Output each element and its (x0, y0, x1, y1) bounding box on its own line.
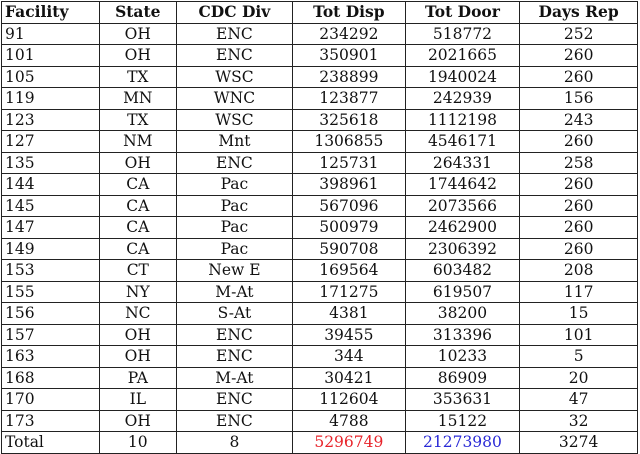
cell-tot-door: 619507 (405, 281, 520, 303)
cell-state: CA (99, 174, 176, 196)
cell-facility: 153 (2, 260, 100, 282)
cell-facility: 127 (2, 131, 100, 153)
cell-tot-disp: 238899 (293, 66, 406, 88)
cell-tot-disp: 567096 (293, 195, 406, 217)
cell-state: NC (99, 303, 176, 325)
cell-cdc-div: WSC (176, 66, 292, 88)
cell-tot-door: 2462900 (405, 217, 520, 239)
cell-days-rep: 101 (520, 324, 638, 346)
cell-tot-disp: 125731 (293, 152, 406, 174)
header-tot-door: Tot Door (405, 2, 520, 24)
cell-state: NY (99, 281, 176, 303)
cell-tot-door: 38200 (405, 303, 520, 325)
table-body (2, 23, 638, 432)
cell-cdc-div: Pac (176, 217, 292, 239)
cell-facility: 163 (2, 346, 100, 368)
table-row (2, 367, 638, 389)
cell-tot-door: 1940024 (405, 66, 520, 88)
table-row (2, 174, 638, 196)
table-row (2, 88, 638, 110)
header-state: State (99, 2, 176, 24)
cell-state: OH (99, 45, 176, 67)
cell-facility: 101 (2, 45, 100, 67)
cell-days-rep: 208 (520, 260, 638, 282)
cell-tot-disp: 398961 (293, 174, 406, 196)
cell-tot-door: 353631 (405, 389, 520, 411)
cell-tot-disp: 39455 (293, 324, 406, 346)
cell-state: OH (99, 346, 176, 368)
cell-facility: 119 (2, 88, 100, 110)
cell-tot-disp: 4381 (293, 303, 406, 325)
cell-tot-disp: 344 (293, 346, 406, 368)
table-row (2, 109, 638, 131)
cell-days-rep: 260 (520, 66, 638, 88)
cell-cdc-div: ENC (176, 23, 292, 45)
cell-days-rep: 260 (520, 45, 638, 67)
table-row (2, 346, 638, 368)
cell-state: OH (99, 23, 176, 45)
cell-days-rep: 260 (520, 131, 638, 153)
total-row (2, 432, 638, 454)
cell-cdc-div: Pac (176, 174, 292, 196)
cell-facility: 156 (2, 303, 100, 325)
cell-days-rep: 32 (520, 410, 638, 432)
cell-tot-door: 242939 (405, 88, 520, 110)
cell-tot-disp: 123877 (293, 88, 406, 110)
cell-days-rep: 117 (520, 281, 638, 303)
cell-state: OH (99, 152, 176, 174)
table-row (2, 45, 638, 67)
cell-cdc-div: M-At (176, 367, 292, 389)
cell-cdc-div: Pac (176, 195, 292, 217)
cell-facility: 144 (2, 174, 100, 196)
total-state-count: 10 (99, 432, 176, 454)
cell-state: NM (99, 131, 176, 153)
cell-state: CA (99, 217, 176, 239)
table-row (2, 23, 638, 45)
table-row (2, 217, 638, 239)
cell-cdc-div: ENC (176, 410, 292, 432)
cell-state: CA (99, 238, 176, 260)
total-cdc-div-count: 8 (176, 432, 292, 454)
cell-facility: 157 (2, 324, 100, 346)
table-row (2, 389, 638, 411)
cell-days-rep: 258 (520, 152, 638, 174)
cell-state: IL (99, 389, 176, 411)
table-row (2, 281, 638, 303)
cell-days-rep: 20 (520, 367, 638, 389)
cell-tot-door: 86909 (405, 367, 520, 389)
total-days-rep: 3274 (520, 432, 638, 454)
cell-days-rep: 15 (520, 303, 638, 325)
facility-table (1, 1, 638, 454)
cell-facility: 149 (2, 238, 100, 260)
table-row (2, 131, 638, 153)
table-row (2, 238, 638, 260)
cell-tot-disp: 169564 (293, 260, 406, 282)
cell-state: PA (99, 367, 176, 389)
cell-tot-disp: 590708 (293, 238, 406, 260)
cell-tot-disp: 171275 (293, 281, 406, 303)
cell-state: OH (99, 410, 176, 432)
cell-tot-door: 518772 (405, 23, 520, 45)
table-row (2, 324, 638, 346)
cell-tot-door: 1112198 (405, 109, 520, 131)
cell-facility: 170 (2, 389, 100, 411)
table-footer (2, 432, 638, 454)
table-row (2, 410, 638, 432)
header-tot-disp: Tot Disp (293, 2, 406, 24)
cell-facility: 145 (2, 195, 100, 217)
header-days-rep: Days Rep (520, 2, 638, 24)
cell-days-rep: 243 (520, 109, 638, 131)
cell-tot-door: 313396 (405, 324, 520, 346)
cell-days-rep: 5 (520, 346, 638, 368)
cell-cdc-div: ENC (176, 324, 292, 346)
cell-cdc-div: New E (176, 260, 292, 282)
cell-facility: 155 (2, 281, 100, 303)
cell-state: MN (99, 88, 176, 110)
cell-facility: 147 (2, 217, 100, 239)
cell-facility: 135 (2, 152, 100, 174)
cell-state: TX (99, 109, 176, 131)
cell-cdc-div: ENC (176, 152, 292, 174)
cell-tot-door: 2073566 (405, 195, 520, 217)
table-header (2, 2, 638, 24)
total-label: Total (2, 432, 100, 454)
cell-days-rep: 260 (520, 217, 638, 239)
cell-state: CT (99, 260, 176, 282)
cell-days-rep: 260 (520, 174, 638, 196)
cell-tot-door: 15122 (405, 410, 520, 432)
cell-tot-door: 2021665 (405, 45, 520, 67)
cell-days-rep: 47 (520, 389, 638, 411)
cell-facility: 123 (2, 109, 100, 131)
table-row (2, 195, 638, 217)
cell-cdc-div: M-At (176, 281, 292, 303)
cell-cdc-div: Pac (176, 238, 292, 260)
cell-days-rep: 156 (520, 88, 638, 110)
table-row (2, 303, 638, 325)
cell-facility: 173 (2, 410, 100, 432)
cell-tot-door: 2306392 (405, 238, 520, 260)
cell-tot-disp: 112604 (293, 389, 406, 411)
cell-tot-door: 603482 (405, 260, 520, 282)
cell-cdc-div: WSC (176, 109, 292, 131)
cell-tot-door: 264331 (405, 152, 520, 174)
cell-tot-disp: 4788 (293, 410, 406, 432)
cell-state: TX (99, 66, 176, 88)
cell-tot-disp: 234292 (293, 23, 406, 45)
cell-days-rep: 252 (520, 23, 638, 45)
cell-state: CA (99, 195, 176, 217)
cell-cdc-div: Mnt (176, 131, 292, 153)
cell-days-rep: 260 (520, 195, 638, 217)
cell-cdc-div: ENC (176, 45, 292, 67)
cell-days-rep: 260 (520, 238, 638, 260)
table-row (2, 66, 638, 88)
cell-facility: 105 (2, 66, 100, 88)
cell-cdc-div: ENC (176, 346, 292, 368)
header-facility: Facility (2, 2, 100, 24)
cell-cdc-div: ENC (176, 389, 292, 411)
cell-cdc-div: WNC (176, 88, 292, 110)
cell-facility: 91 (2, 23, 100, 45)
cell-tot-disp: 325618 (293, 109, 406, 131)
total-tot-disp: 5296749 (293, 432, 406, 454)
cell-tot-disp: 350901 (293, 45, 406, 67)
table-row (2, 152, 638, 174)
table-row (2, 260, 638, 282)
total-tot-door: 21273980 (405, 432, 520, 454)
cell-tot-disp: 30421 (293, 367, 406, 389)
cell-tot-door: 4546171 (405, 131, 520, 153)
header-cdc-div: CDC Div (176, 2, 292, 24)
cell-tot-disp: 1306855 (293, 131, 406, 153)
cell-tot-door: 10233 (405, 346, 520, 368)
header-row (2, 2, 638, 24)
cell-facility: 168 (2, 367, 100, 389)
cell-state: OH (99, 324, 176, 346)
cell-tot-disp: 500979 (293, 217, 406, 239)
cell-tot-door: 1744642 (405, 174, 520, 196)
cell-cdc-div: S-At (176, 303, 292, 325)
